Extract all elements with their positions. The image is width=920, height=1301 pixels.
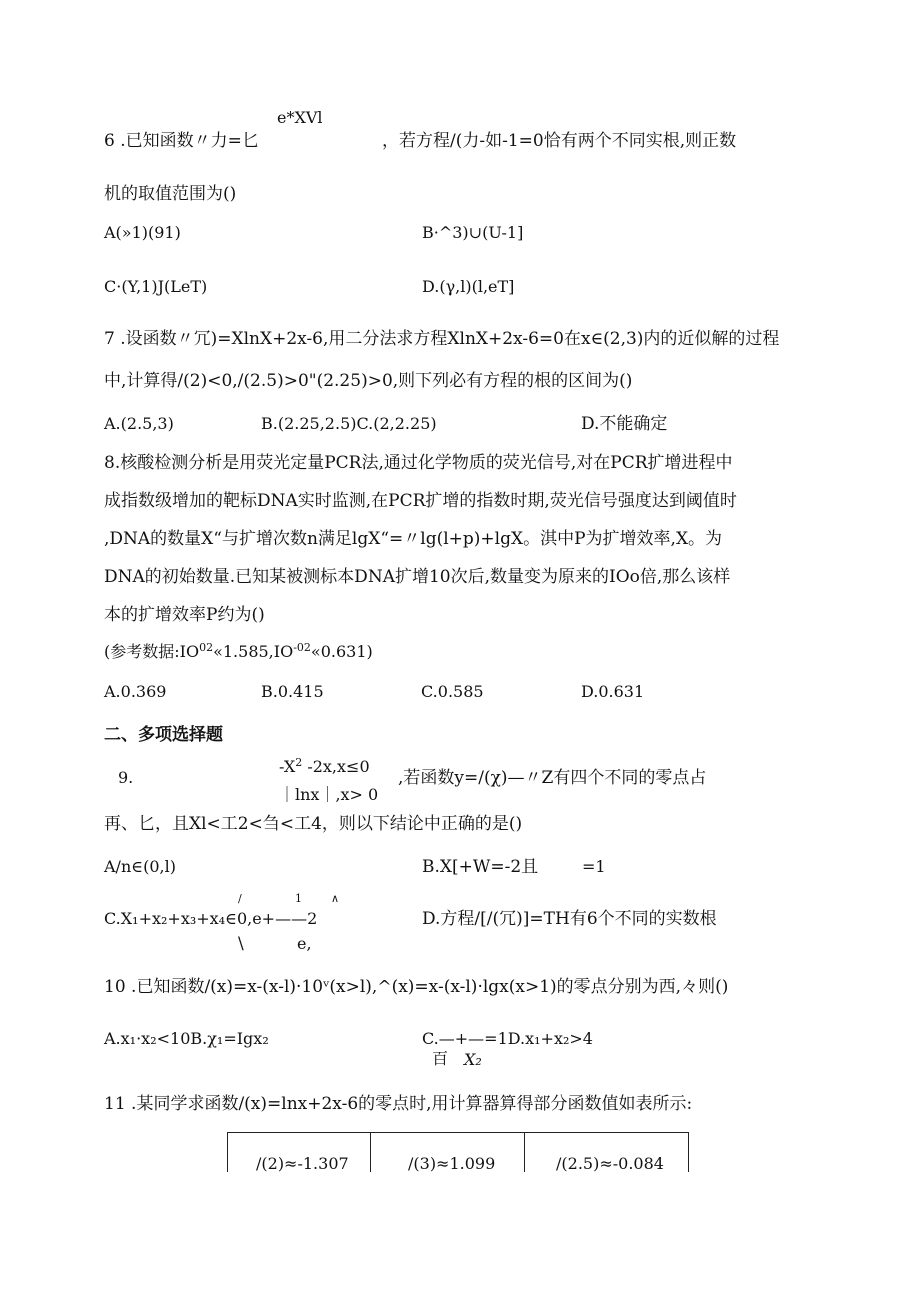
q9-piecewise-line2: ｜lnx｜,x> 0 <box>279 785 379 804</box>
table-divider-2 <box>524 1132 525 1172</box>
q10-option-c-denominator-2: X₂ <box>464 1050 482 1069</box>
q8-ref-part-a: (参考数据:IO <box>104 642 200 661</box>
q8-ref-part-b: «1.585,IO <box>213 642 294 661</box>
table-cell: /(2)≈-1.307 <box>256 1154 349 1173</box>
q6-line2: 机的取值范围为() <box>104 184 237 204</box>
q9-line1-rest: ,若函数y=/(χ)—〃Z有四个不同的零点占 <box>398 768 707 788</box>
q9-option-c-mark-2: 1 <box>295 892 302 905</box>
q9-option-c: C.X₁+x₂+x₃+x₄∈0,e+——2 <box>104 909 318 928</box>
q9-option-c-mark-5: e, <box>297 934 312 953</box>
q8-ref-exponent-1: 02 <box>199 641 214 654</box>
q8-line2: 成指数级增加的靶标DNA实时监测,在PCR扩增的指数时期,荧光信号强度达到阈值时 <box>104 491 737 511</box>
q8-ref-exponent-2: -02 <box>293 641 311 654</box>
q9-option-c-mark-3: ∧ <box>331 892 340 905</box>
q9-number: 9. <box>118 768 134 787</box>
q9-option-b-tail: =1 <box>582 857 606 876</box>
q9-option-a: A/n∈(0,l) <box>104 857 176 876</box>
q7-line1: 7 .设函数〃冗)=XlnX+2x-6,用二分法求方程XlnX+2x-6=0在x∈(2,3)内的近似解的过程 <box>104 329 780 349</box>
q7-option-bc: B.(2.25,2.5)C.(2,2.25) <box>261 414 437 433</box>
q9-piece1-a: -X <box>279 757 296 776</box>
table-top-border <box>227 1132 689 1133</box>
q8-option-a: A.0.369 <box>104 682 167 701</box>
q6-piece-above: e*XVl <box>277 108 323 127</box>
q9-option-b: B.X[+W=-2且 <box>422 857 539 877</box>
q8-reference-data <box>104 641 373 663</box>
q10-option-c-denominator-1: 百 <box>432 1049 449 1068</box>
q11-line1: 11 .某同学求函数/(x)=lnx+2x-6的零点时,用计算器算得部分函数值如表所示: <box>104 1094 693 1114</box>
section-title: 二、多项选择题 <box>104 725 223 745</box>
q10-option-ab: A.x₁·x₂<10B.χ₁=Igx₂ <box>104 1029 269 1048</box>
q6-line1-suffix: ，若方程/(力-如-1=0恰有两个不同实根,则正数 <box>382 131 737 151</box>
table-divider-1 <box>370 1132 371 1172</box>
q10-line1: 10 .已知函数/(x)=x-(x-l)·10ᵛ(x>l),^(x)=x-(x-l)·lgx(x>1)的零点分别为西,々则() <box>104 977 729 997</box>
q9-option-c-mark-4: \ <box>238 934 244 954</box>
q8-line1: 8.核酸检测分析是用荧光定量PCR法,通过化学物质的荧光信号,对在PCR扩增进程中 <box>104 453 733 473</box>
q6-option-d: D.(γ,l)(l,eT] <box>422 277 515 296</box>
q9-line2: 再、匕，且Xl<工2<刍<工4，则以下结论中正确的是() <box>104 814 523 834</box>
q10-option-cd: C.—+—=1D.x₁+x₂>4 <box>422 1029 593 1048</box>
table-cell: /(3)≈1.099 <box>408 1154 496 1173</box>
table-cell: /(2.5)≈-0.084 <box>556 1154 664 1173</box>
q8-option-d: D.0.631 <box>581 682 645 701</box>
q6-option-b: B·^3)∪(U-1] <box>422 223 524 242</box>
q9-piece1-exponent: 2 <box>295 756 303 769</box>
table-left-border <box>227 1132 228 1172</box>
q6-line1-prefix: 6 .已知函数〃力=匕 <box>104 131 259 151</box>
q9-option-d: D.方程/[/(冗)]=TH有6个不同的实数根 <box>422 909 717 929</box>
q6-option-a: A(»1)(91) <box>104 223 181 242</box>
q6-option-c: C·(Y,1)J(LeT) <box>104 277 208 296</box>
table-right-border <box>688 1132 689 1172</box>
q7-line2: 中,计算得/(2)<0,/(2.5)>0"(2.25)>0,则下列必有方程的根的区间为() <box>104 371 633 391</box>
q9-option-c-mark-1: / <box>238 892 242 905</box>
q9-piecewise-line1 <box>279 756 370 778</box>
q7-option-a: A.(2.5,3) <box>104 414 174 433</box>
q8-option-c: C.0.585 <box>421 682 484 701</box>
q8-ref-part-c: «0.631) <box>310 642 373 661</box>
q8-option-b: B.0.415 <box>261 682 324 701</box>
q7-option-d: D.不能确定 <box>581 414 668 434</box>
q9-piece1-b: -2x,x≤0 <box>302 757 370 776</box>
q8-line5: 本的扩增效率P约为() <box>104 605 265 625</box>
q8-line3: ,DNA的数量X“与扩增次数n满足lgX“=〃lg(l+p)+lgX。淇中P为扩增效率,X。为 <box>104 529 723 549</box>
q8-line4: DNA的初始数量.已知某被测标本DNA扩增10次后,数量变为原来的IOo倍,那么该样 <box>104 567 731 587</box>
